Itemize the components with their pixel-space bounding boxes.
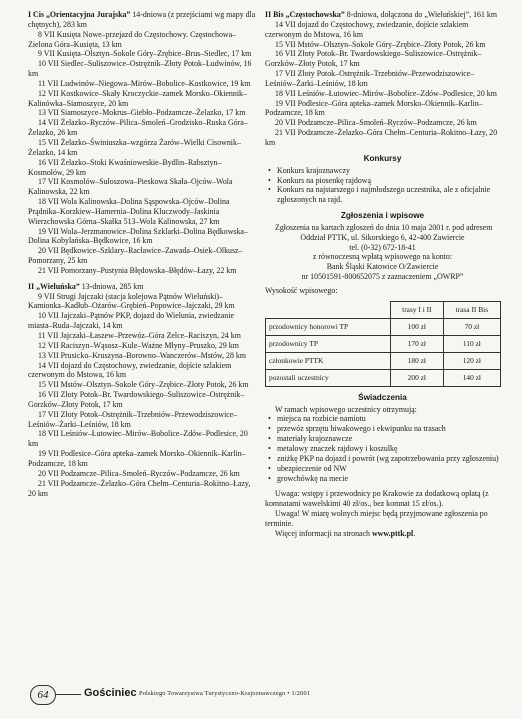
benefits-list [265,414,500,483]
benefit-item: • ubezpieczenie od NW [277,464,500,474]
itinerary-day: 19 VII Podlesice–Góra apteka–zamek Morsko–Okiennik–Karlin–Podzamcze, 18 km [28,449,246,468]
fee-amount: 120 zł [443,352,500,369]
page-footer [0,683,522,709]
itinerary-day: 9 VII Kusięta–Olsztyn–Sokole Góry–Zrębice–Brus–Siedlec, 17 km [38,49,252,59]
registration-text: Zgłoszenia na kartach zgłoszeń do dnia 10 maja 2001 r. pod adresem [275,222,493,232]
benefit-item: • materiały krajoznawcze [277,434,500,444]
route-2-subtitle: 13-dniowa, 285 km [79,281,144,291]
fees-row [266,369,501,386]
itinerary-day: 21 VII Podzamcze–Żelazko–Góra Chełm–Centuria–Rokitno–Łazy, 20 km [28,478,251,498]
fees-table [265,301,501,387]
registration-transfer: z równoczesną wpłatą wpisowego na konto: [312,252,453,262]
route-1-header [28,10,256,30]
itinerary-day: 17 VII Złoty Potok–Ostrężnik–Trzebniów–Przewodziszowice–Leśniów–Żarki–Leśniów, 18 km [28,409,238,429]
itinerary-day: 10 VII Jajczaki–Pątnów PKP, dojazd do Wielunia, zwiedzanie miasta–Ruda–Jajczaki, 14 km [28,311,234,331]
fees-row [266,318,501,335]
itinerary-day: 11 VII Ludwinów–Niegowa–Mirów–Bobolice–Kostkowice, 19 km [38,78,251,88]
benefits-heading: Świadczenia [358,392,407,402]
route-2-title: II „Wieluńska” [28,281,80,291]
registration-address: Oddział PTTK, ul. Sikorskiego 6, 42-400 Zawiercie [300,232,465,242]
route-3-itinerary [265,20,500,148]
itinerary-day: 14 VII dojazd do Częstochowy, zwiedzanie, dojście szlakiem czerwonym do Mstowa, 16 km [265,19,469,39]
itinerary-day: 8 VII Kusięta Nowe–przejazd do Częstochowy. Częstochowa–Zielona Góra–Kusięta, 13 km [28,29,237,49]
contest-item: • Konkurs krajoznawczy [277,166,500,176]
itinerary-day: 19 VII Wola–Jerzmanowice–Dolina Szklarki–Dolina Będkowska–Dolina Kobylańska–Będkowice, 16 km [28,226,248,246]
contest-item: • Konkurs na piosenkę rajdową [277,176,500,186]
fee-amount: 200 zł [390,369,443,386]
benefit-item: • growchówkę na mecie [277,474,500,484]
itinerary-day: 15 VII Żelazko–Świniuszka–wzgórza Żarów–Wielki Cisownik–Żelazko, 14 km [28,137,241,157]
more-info [265,529,500,539]
fee-label: Wysokość wpisowego: [265,285,338,295]
fee-category: członkowie PTTK [266,352,391,369]
benefits-intro: W ramach wpisowego uczestnicy otrzymują: [275,404,417,414]
fee-amount: 70 zł [443,318,500,335]
registration-heading: Zgłoszenia i wpisowe [340,211,425,221]
itinerary-day: 9 VII Strugi Jajczaki (stacja kolejowa Pątnów Wieluński)–Kamionka–Kadłub–Ożarów–Grębień–Popowice–Jajczaki, 29 km [28,291,235,311]
note-late-registration: Uwaga! W miarę wolnych miejsc będą przyjmowane zgłoszenia po terminie. [265,509,488,528]
itinerary-day: 18 VII Leśniów–Łutowiec–Mirów–Bobolice–Zdów–Podlesice, 20 km [28,429,248,449]
magazine-brand: Gościniec [84,687,137,699]
itinerary-day: 18 VII Leśniów–Łutowiec–Mirów–Bobolice–Zdów–Podlesice, 20 km [275,88,497,98]
itinerary-day: 15 VII Mstów–Olsztyn–Sokole Góry–Zrębice–Złoty Potok, 26 km [38,380,249,390]
footer-rule [56,694,81,695]
route-1-title: I Cis „Orientacyjna Jurajska” [28,10,131,19]
registration-bank: Bank Śląski Katowice O/Zawiercie [326,262,439,272]
fees-header-bis: trasa II Bis [443,301,500,318]
route-3-title: II Bis „Częstochowska” [265,10,345,19]
magazine-issue: Polskiego Towarzystwa Turystyczno-Krajoznawczego • 1/2001 [139,690,311,697]
fee-category: pozostali uczestnicy [266,369,391,386]
itinerary-day: 11 VII Jajczaki–Łaszew–Przewóz–Góra Zelce–Raciszyn, 24 km [38,331,241,340]
pttk-website-link[interactable]: www.pttk.pl [371,528,414,538]
contests-heading: Konkursy [363,153,402,163]
fee-category: przodownicy honorowi TP [266,318,391,335]
fees-header-routes: trasy I i II [390,301,443,318]
route-1-itinerary [28,30,256,276]
registration-phone: tel. (0-32) 672-18-41 [349,242,416,252]
itinerary-day: 21 VII Podzamcze–Żelazko–Góra Chełm–Centuria–Rokitno–Łazy, 20 km [265,128,498,147]
route-2-itinerary [28,292,256,499]
more-info-suffix: . [413,528,416,538]
itinerary-day: 20 VII Będkowice–Szklary–Racławice–Zawada–Osiek–Olkusz–Pomorzany, 25 km [28,246,243,266]
registration-account: nr 10501591-800652075 z zaznaczeniem „OWRP” [301,272,464,282]
itinerary-day: 15 VII Mstów–Olsztyn–Sokole Góry–Zrębice–Złoty Potok, 26 km [275,39,486,49]
route-1-subtitle: 14-dniowa (z przejściami wg mapy dla chętnych), 283 km [28,10,256,29]
itinerary-day: 19 VII Podlesice–Góra apteka–zamek Morsko–Okiennik–Karlin–Podzamcze, 18 km [265,98,483,118]
contests-list [265,166,500,205]
more-info-prefix: Więcej informacji na stronach [275,528,372,538]
page-number: 64 [30,685,56,705]
note-extra-fees: Uwaga: wstępy i przewodnicy po Krakowie za dodatkową opłatą (z komnatami wawelskimi 40 zł/os., bez komnat 15 zł/os.). [265,489,489,509]
itinerary-day: 16 VII Złoty Potok–Br. Twardowskiego–Suliszowice–Ostrężnik–Gorzków–Złoty Potok, 17 km [28,390,245,409]
fees-header-row [266,301,501,318]
itinerary-day: 13 VII Prusicko–Kruszyna–Borowno–Wanczerów–Mstów, 28 km [38,350,246,360]
route-3-subtitle: 8-dniowa, dołączona do „Wieluńskiej”, 161 km [344,10,497,19]
itinerary-day: 13 VII Siamoszyce–Mokrus–Giebło–Podzamcze–Żelazko, 17 km [38,108,246,118]
itinerary-day: 16 VII Złoty Potok–Br. Twardowskiego–Suliszowice–Ostrężnik–Gorzków–Złoty Potok, 17 km [265,49,482,69]
fee-amount: 140 zł [443,369,500,386]
itinerary-day: 20 VII Podzamcze–Pilica–Smoleń–Ryczów–Podzamcze, 26 km [275,118,477,128]
fees-row [266,335,501,352]
itinerary-day: 20 VII Podzamcze–Pilica–Smoleń–Ryczów–Podzamcze, 26 km [38,468,240,478]
itinerary-day: 16 VII Żelazko–Stoki Kwaśnioweskie–Bydlin–Rabsztyn–Kosmolów, 29 km [28,157,222,177]
itinerary-day: 18 VII Wola Kalinowska–Dolina Sąspowska–Ojców–Dolina Prądnika–Korzkiew–Hamernia–Dolina Kluczwody–Jaskinia Wierzchowska Górna–Skałka 513–Wola Kalinowska, 27 km [28,197,230,226]
route-3-header [265,10,500,20]
fees-header-blank [266,301,391,318]
contest-item: • Konkurs na najstarszego i najmłodszego uczestnika, ale z oficjalnie zgłoszonych na rajd. [277,185,500,205]
itinerary-day: 10 VII Siedlec–Suliszowice–Ostrężnik–Złoty Potok–Ludwinów, 16 km [28,59,252,79]
itinerary-day: 17 VII Złoty Potok–Ostrężnik–Trzebniów–Przewodziszowice–Leśniów–Żarki–Leśniów, 18 km [265,69,475,88]
fees-row [266,352,501,369]
benefit-item: • przewóz sprzętu biwakowego i ekwipunku na trasach [277,424,500,434]
itinerary-day: 14 VII Żelazko–Ryczów–Pilica–Smoleń–Grodzisko–Ruska Góra–Żelazko, 26 km [28,118,248,138]
fee-amount: 110 zł [443,335,500,352]
fee-category: przodownicy TP [266,335,391,352]
itinerary-day: 12 VII Raciszyn–Wąsosz–Kule–Ważne Młyny–Pruszko, 29 km [38,340,239,350]
itinerary-day: 12 VII Kostkowice–Skały Kroczyckie–zamek Morsko–Okiennik–Kalinówka–Siamoszyce, 20 km [28,88,247,108]
fee-amount: 170 zł [390,335,443,352]
itinerary-day: 14 VII dojazd do Częstochowy, zwiedzanie, dojście szlakiem czerwonym do Mstowa, 16 km [28,360,232,380]
itinerary-day: 21 VII Pomorzany–Pustynia Błędowska–Błędów–Łazy, 22 km [38,265,237,275]
route-2-header [28,282,256,292]
benefit-item: • miejsca na rozbicie namiotu [277,414,500,424]
benefit-item: • zniżkę PKP na dojazd i powrót (wg zapotrzebowania przy zgłoszeniu) [277,454,500,464]
itinerary-day: 17 VII Kosmolów–Sułoszowa–Pieskowa Skała–Ojców–Wola Kalinowska, 22 km [28,177,233,197]
left-column [28,10,256,498]
fee-amount: 100 zł [390,318,443,335]
right-column [265,10,500,539]
fees-body [266,318,501,386]
fee-amount: 180 zł [390,352,443,369]
benefit-item: • metalowy znaczek rajdowy i koszulkę [277,444,500,454]
